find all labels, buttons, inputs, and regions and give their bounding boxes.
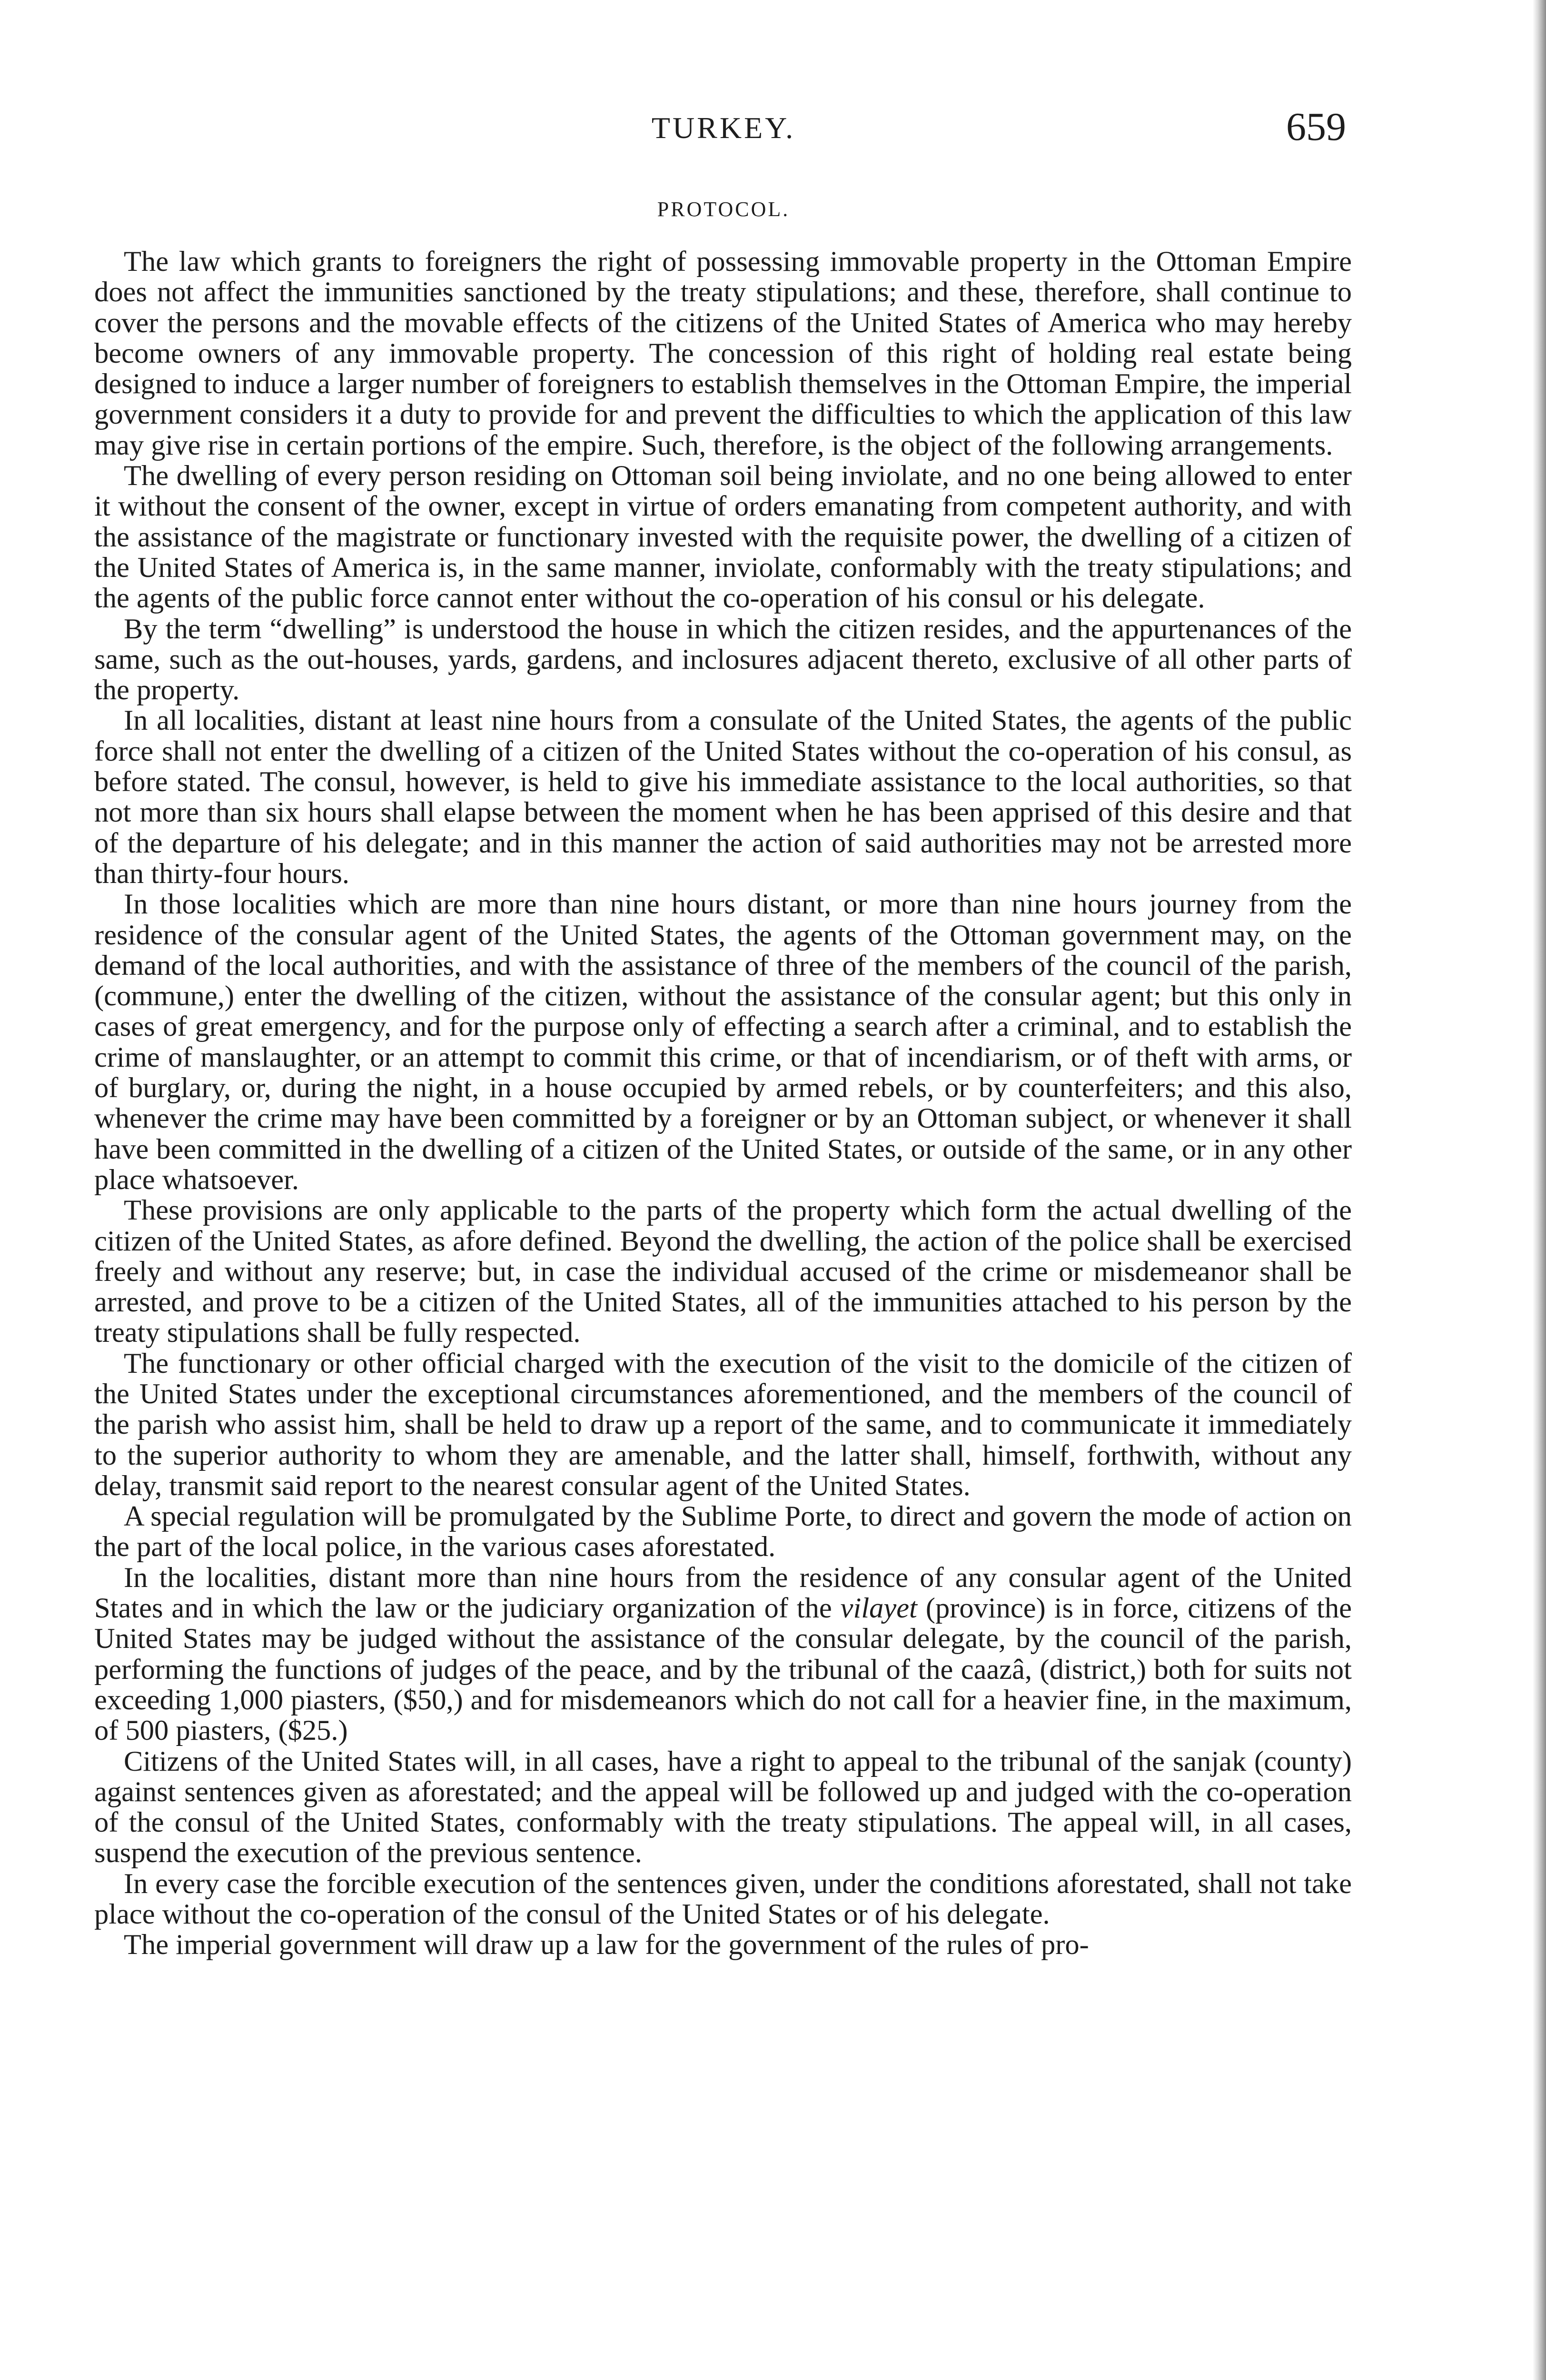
running-head [95,105,1352,153]
paragraph-9-italic-term: vilayet [840,1592,917,1625]
paragraph-5: In those localities which are more than nine hours distant, or more than nine hours journey from the residence of the consular agent of the United States, the agents of the Ottoman government may, on the demand of the local authorities, and with the assistance of three of the members of the council of the parish, (commune,) enter the dwelling of the citizen, without the assistance of the consular agent; but this only in cases of great emergency, and for the purpose only of effecting a search after a criminal, and to establish the crime of manslaughter, or an attempt to commit this crime, or that of incendiarism, or of theft with arms, or of burglary, or, during the night, in a house occupied by armed rebels, or by counterfeiters; and this also, whenever the crime may have been committed by a foreigner or by an Ottoman subject, or whenever it shall have been committed in the dwelling of a citizen of the United States, or outside of the same, or in any other place whatsoever. [94,888,1352,1196]
running-title: TURKEY. [651,111,796,145]
paragraph-1: The law which grants to foreigners the right of possessing immovable property in the Ottoman Empire does not affect the immunities sanctioned by the treaty stipulations; and these, therefore, shall continue to cover the persons and the movable effects of the citizens of the United States of America who may hereby become owners of any immovable property. The concession of this right of holding real estate being designed to induce a larger number of foreigners to establish themselves in the Ottoman Empire, the imperial government considers it a duty to provide for and prevent the difficulties to which the application of this law may give rise in certain portions of the empire. Such, therefore, is the object of the following arrangements. [94,246,1352,461]
paragraph-9-text-after: (province) is in force, citizens of the United States may be judged without the assistance of the consular delegate, by the council of the parish, performing the functions of judges of the peace, and by the tribunal of the caazâ, (district,) both for suits not exceeding 1,000 piasters, ($50,) and for misdemeanors which do not call for a heavier fine, in the maximum, of 500 piasters, ($25.) [94,1592,1352,1747]
paragraph-7: The functionary or other official charged with the execution of the visit to the domicile of the citizen of the United States under the exceptional circumstances aforementioned, and the members of the council of the parish who assist him, shall be held to draw up a report of the same, and to communicate it immediately to the superior authority to whom they are amenable, and the latter shall, himself, forthwith, without any delay, transmit said report to the nearest consular agent of the United States. [94,1347,1352,1502]
paragraph-9-text-before: In the localities, distant more than nine hours from the residence of any consular agent of the United States and in which the law or the judiciary organization of the [94,1561,1352,1625]
paragraph-10: Citizens of the United States will, in all cases, have a right to appeal to the tribunal of the sanjak (county) against sentences given as aforestated; and the appeal will be followed up and judged with the co-operation of the consul of the United States, conformably with the treaty stipulations. The appeal will, in all cases, suspend the execution of the previous sentence. [94,1745,1352,1869]
section-title: PROTOCOL. [657,198,790,221]
paragraph-3: By the term “dwelling” is understood the house in which the citizen resides, and the appurtenances of the same, such as the out-houses, yards, gardens, and inclosures adjacent thereto, exclusive of all other parts of the property. [94,613,1352,706]
page-edge [1533,0,1546,2380]
body-text [94,247,1352,1961]
paragraph-11: In every case the forcible execution of the sentences given, under the conditions aforestated, shall not take place without the co-operation of the consul of the United States or of his delegate. [94,1867,1352,1931]
paragraph-8: A special regulation will be promulgated by the Sublime Porte, to direct and govern the mode of action on the part of the local police, in the various cases aforestated. [94,1500,1352,1563]
paragraph-6: These provisions are only applicable to the parts of the property which form the actual dwelling of the citizen of the United States, as afore defined. Beyond the dwelling, the action of the police shall be exercised freely and without any reserve; but, in case the individual accused of the crime or misdemeanor shall be arrested, and prove to be a citizen of the United States, all of the immunities attached to his person by the treaty stipulations shall be fully respected. [94,1194,1352,1349]
paragraph-4: In all localities, distant at least nine hours from a consulate of the United States, the agents of the public force shall not enter the dwelling of a citizen of the United States without the co-operation of his consul, as before stated. The consul, however, is held to give his immediate assistance to the local authorities, so that not more than six hours shall elapse between the moment when he has been apprised of this desire and that of the departure of his delegate; and in this manner the action of said authorities may not be arrested more than thirty-four hours. [94,704,1352,890]
paragraph-2: The dwelling of every person residing on Ottoman soil being inviolate, and no one being allowed to enter it without the consent of the owner, except in virtue of orders emanating from competent authority, and with the assistance of the magistrate or functionary invested with the requisite power, the dwelling of a citizen of the United States of America is, in the same manner, inviolate, conformably with the treaty stipulations; and the agents of the public force cannot enter without the co-operation of his consul or his delegate. [94,460,1352,615]
page-number: 659 [1286,105,1346,149]
paragraph-12: The imperial government will draw up a law for the government of the rules of pro- [124,1929,1089,1961]
paragraph-9 [94,1563,1352,1746]
